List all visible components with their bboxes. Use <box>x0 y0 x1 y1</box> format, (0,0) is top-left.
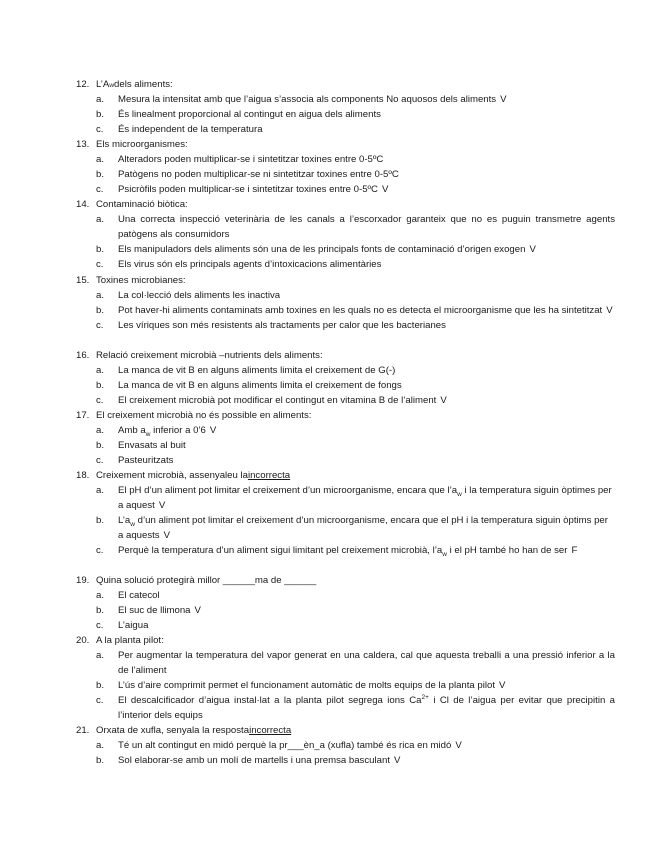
question-20 <box>76 633 615 723</box>
question-stem: 17. El creixement microbià no és possible en aliments: <box>76 410 312 421</box>
option-b: b. L’ús d’aire comprimit permet el funcionament automàtic de molts equips de la planta pilot V <box>96 680 506 691</box>
option-b: b. Pot haver-hi aliments contaminats amb toxines en les quals no es detecta el microorganisme que les ha sintetitzat V <box>96 305 613 316</box>
option-c: c. Les víriques son més resistents als tractaments per calor que les bacterianes <box>96 320 446 331</box>
question-12 <box>76 77 615 137</box>
question-number: 19. <box>76 575 90 586</box>
answer-mark: V <box>163 530 171 541</box>
question-16 <box>76 348 615 408</box>
option-c: c. Pasteuritzats <box>96 455 174 466</box>
option-a: a. El pH d’un aliment pot limitar el creixement d’un microorganisme, encara que $l’a_w$ i la temperatura siguin òptimes per a aquest V <box>96 485 612 511</box>
option-c: c. És independent de la temperatura <box>96 124 263 135</box>
option-c: c. Psicròfils poden multiplicar-se i sintetitzar toxines entre 0-5ºC V <box>96 184 389 195</box>
question-number: 17. <box>76 410 90 421</box>
answer-mark: V <box>194 605 201 616</box>
option-b: b. El suc de llimona V <box>96 605 201 616</box>
option-b: b. Sol elaborar-se amb un molí de martells i una premsa basculant V <box>96 755 401 766</box>
answer-mark: V <box>381 184 389 195</box>
question-19 <box>76 573 615 633</box>
option-b: b. Patògens no poden multiplicar-se ni sintetitzar toxines entre 0-5ºC <box>96 169 399 180</box>
question-stem: 21. Orxata de xufla, senyala la resposta incorrecta <box>76 725 292 736</box>
question-number: 15. <box>76 275 90 286</box>
answer-mark: F <box>571 545 578 556</box>
option-c: c. Perquè la temperatura d’un aliment sigui limitant pel creixement microbià, $l’a_w$ i el pH també ho han de ser F <box>96 545 578 558</box>
question-stem: 18. Creixement microbià, assenyaleu la incorrecta <box>76 470 291 481</box>
option-b: b. La manca de vit B en alguns aliments limita el creixement de fongs <box>96 380 402 391</box>
option-b: b. És linealment proporcional al contingut en aigua dels aliments <box>96 109 381 120</box>
option-a: a. Per augmentar la temperatura del vapor generat en una caldera, cal que aquesta treballi a una pressió inferior a la de l’aliment <box>96 650 615 676</box>
question-number: 12. <box>76 79 90 90</box>
answer-mark: V <box>606 305 613 316</box>
option-b: b. $L’a_w$ d’un aliment pot limitar el creixement d’un microorganisme, encara que el pH i la temperatura siguin òptims per a aquests V <box>96 515 608 541</box>
question-stem: 12. L’A w dels aliments: <box>76 79 173 90</box>
option-a: a. La col·lecció dels aliments les inactiva <box>96 290 281 301</box>
answer-mark: V <box>529 244 536 255</box>
question-21 <box>76 723 615 768</box>
answer-mark: V <box>393 755 401 766</box>
question-stem: 13. Els microorganismes: <box>76 139 188 150</box>
option-a: a. Té un alt contingut en midó perquè la pr___èn_a (xufla) també és rica en midó V <box>96 740 462 751</box>
question-number: 21. <box>76 725 90 736</box>
answer-mark: V <box>455 740 462 751</box>
question-14 <box>76 197 615 272</box>
answer-mark: V <box>500 94 507 105</box>
question-number: 16. <box>76 350 90 361</box>
question-number: 18. <box>76 470 90 481</box>
question-15 <box>76 273 615 333</box>
question-17 <box>76 408 615 468</box>
question-stem: 15. Toxines microbianes: <box>76 275 186 286</box>
question-number: 20. <box>76 635 90 646</box>
option-a: a. Una correcta inspecció veterinària de les canals a l’escorxador garanteix que no es puguin transmetre agents patògens als consumidors <box>96 214 615 240</box>
answer-mark: V <box>499 680 506 691</box>
option-a: a. Alteradors poden multiplicar-se i sintetitzar toxines entre 0-5ºC <box>96 154 384 165</box>
question-stem: 16. Relació creixement microbià –nutrients dels aliments: <box>76 350 323 361</box>
question-stem: 20. A la planta pilot: <box>76 635 164 646</box>
option-c: c. Els virus són els principals agents d’intoxicacions alimentàries <box>96 259 382 270</box>
question-18 <box>76 468 615 558</box>
option-c: c. L’aigua <box>96 620 149 631</box>
question-13 <box>76 137 615 197</box>
option-a: a. Mesura la intensitat amb que l’aigua s’associa als components No aquosos dels aliments V <box>96 94 507 105</box>
option-c: c. El creixement microbià pot modificar el contingut en vitamina B de l’aliment V <box>96 395 447 406</box>
option-a: a. La manca de vit B en alguns aliments limita el creixement de G(-) <box>96 365 396 376</box>
answer-mark: V <box>209 425 217 436</box>
question-number: 13. <box>76 139 90 150</box>
question-stem: 14. Contaminació biòtica: <box>76 199 188 210</box>
option-b: b. Els manipuladors dels aliments són una de les principals fonts de contaminació d’origen exogen V <box>96 244 536 255</box>
question-number: 14. <box>76 199 90 210</box>
answer-mark: V <box>440 395 447 406</box>
answer-mark: V <box>158 500 166 511</box>
option-a: a. El catecol <box>96 590 160 601</box>
option-a: a. Amb $a_w$ inferior a 0’6 V <box>96 425 217 438</box>
option-b: b. Envasats al buit <box>96 440 186 451</box>
question-stem: 19. Quina solució protegirà millor ______ma de ______ <box>76 575 317 586</box>
option-c: c. El descalcificador d’aigua instal·lat a la planta pilot segrega ions $Ca^{2+}$ i Cl de l’aigua per evitar que precipitin a l’interior dels equips <box>96 693 615 721</box>
